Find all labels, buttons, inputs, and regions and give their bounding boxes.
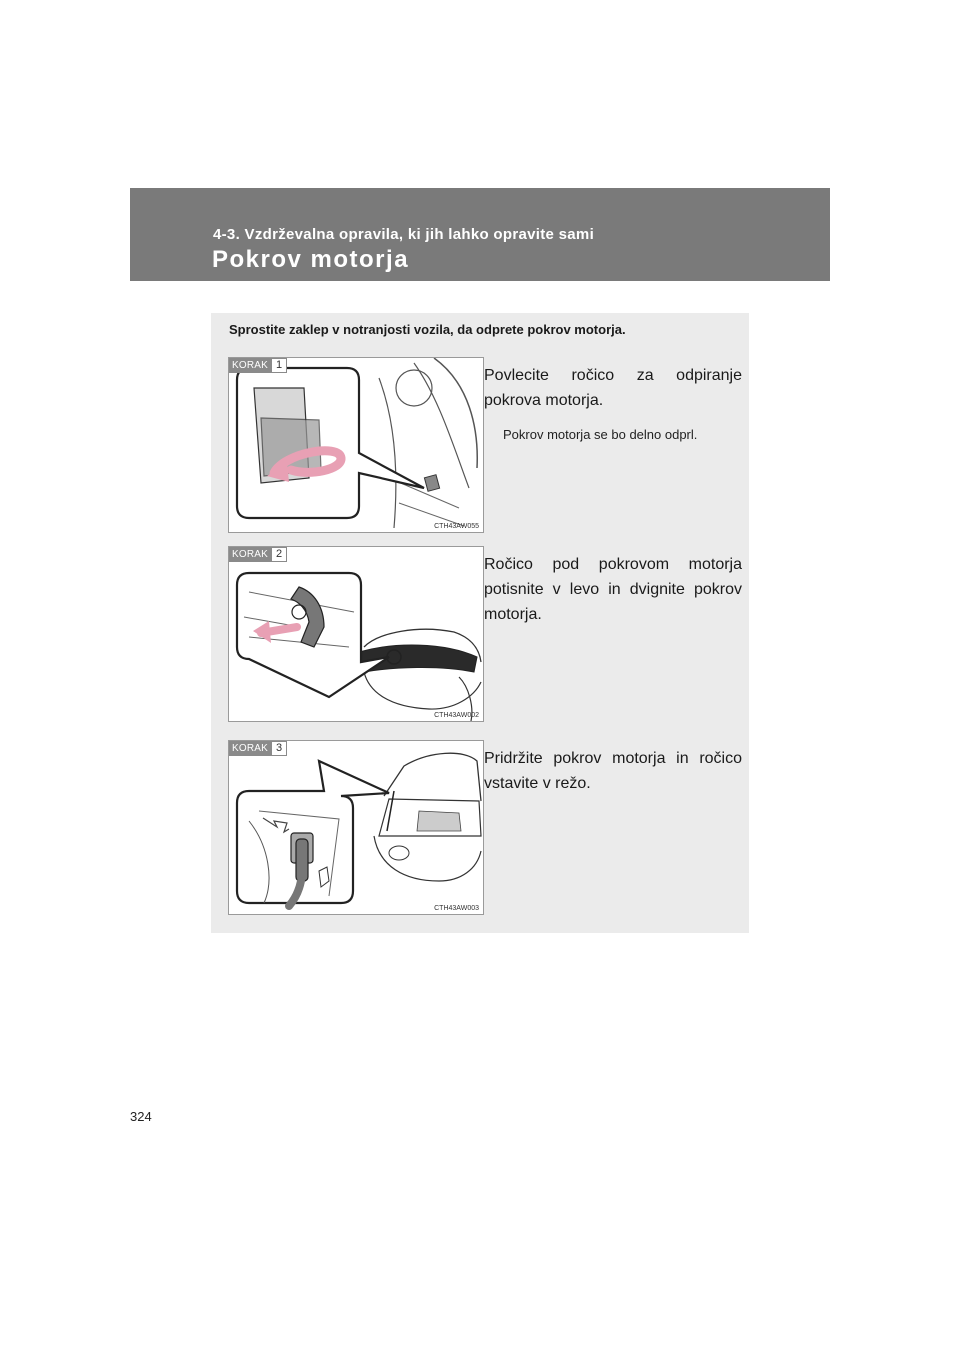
step-3-figure	[228, 740, 484, 915]
step-1-badge	[229, 358, 287, 373]
section-label: 4-3. Vzdrževalna opravila, ki jih lahko opravite sami	[213, 226, 595, 243]
step-badge-number: 1	[271, 358, 287, 373]
page-title: Pokrov motorja	[212, 246, 410, 273]
content-box	[211, 313, 749, 933]
figure-code: CTH43AW002	[434, 712, 479, 719]
step-badge-word: KORAK	[229, 741, 271, 756]
step-badge-word: KORAK	[229, 547, 271, 562]
step-2-figure	[228, 546, 484, 722]
figure-code: CTH43AW003	[434, 905, 479, 912]
intro-text: Sprostite zaklep v notranjosti vozila, da odprete pokrov motorja.	[229, 322, 626, 337]
step-2-text: Ročico pod pokrovom motorja potisnite v levo in dvignite pokrov motorja.	[484, 556, 742, 623]
step-3-text: Pridržite pokrov motorja in ročico vstavite v režo.	[484, 750, 742, 792]
step-badge-number: 2	[271, 547, 287, 562]
page-number: 324	[130, 1109, 152, 1124]
step-badge-number: 3	[271, 741, 287, 756]
step-1-note: Pokrov motorja se bo delno odprl.	[503, 427, 698, 442]
step-1-text: Povlecite ročico za odpiranje pokrova motorja.	[484, 367, 742, 409]
figure-code: CTH43AW055	[434, 523, 479, 530]
hood-support-illustration	[229, 741, 483, 914]
step-3-badge	[229, 741, 287, 756]
hood-latch-illustration	[229, 547, 483, 721]
header-band	[130, 188, 830, 281]
step-1-figure	[228, 357, 484, 533]
step-badge-word: KORAK	[229, 358, 271, 373]
step-2-badge	[229, 547, 287, 562]
lever-illustration	[229, 358, 483, 532]
